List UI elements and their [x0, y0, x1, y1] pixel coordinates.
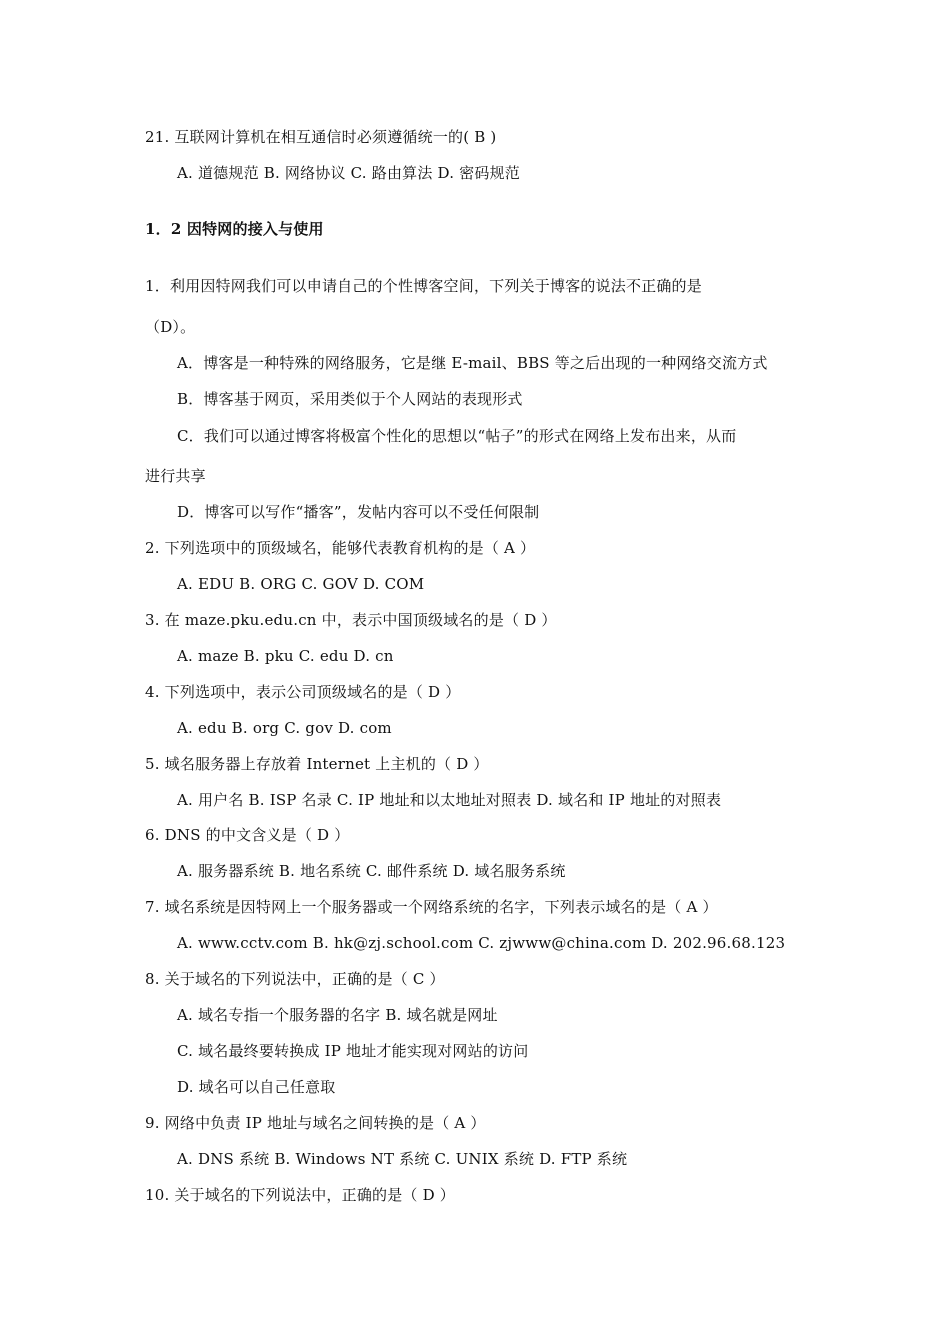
answer-option-line: A. 道德规范 B. 网络协议 C. 路由算法 D. 密码规范 [177, 164, 520, 182]
answer-option-line: B．博客基于网页，采用类似于个人网站的表现形式 [177, 390, 523, 408]
answer-option-line: A．博客是一种特殊的网络服务，它是继 E-mail、BBS 等之后出现的一种网络交流方式 [177, 354, 768, 372]
question-line: 6. DNS 的中文含义是（ D ） [145, 826, 350, 844]
answer-option-line: A. DNS 系统 B. Windows NT 系统 C. UNIX 系统 D. FTP 系统 [177, 1150, 628, 1168]
answer-option-line: A. EDU B. ORG C. GOV D. COM [177, 575, 425, 593]
question-line: 3. 在 maze.pku.edu.cn 中，表示中国顶级域名的是（ D ） [145, 611, 557, 629]
question-line: 9. 网络中负责 IP 地址与域名之间转换的是（ A ） [145, 1114, 486, 1132]
answer-option-line: D．博客可以写作“播客”，发帖内容可以不受任何限制 [177, 503, 540, 521]
question-line: 2. 下列选项中的顶级域名，能够代表教育机构的是（ A ） [145, 539, 536, 557]
question-line: （D）。 [145, 318, 196, 336]
question-line: 21. 互联网计算机在相互通信时必须遵循统一的( B ) [145, 128, 497, 146]
question-line: 4. 下列选项中，表示公司顶级域名的是（ D ） [145, 683, 461, 701]
question-line: 8. 关于域名的下列说法中，正确的是（ C ） [145, 970, 445, 988]
answer-option-line: D. 域名可以自己任意取 [177, 1078, 336, 1096]
question-line: 1．利用因特网我们可以申请自己的个性博客空间，下列关于博客的说法不正确的是 [145, 277, 702, 295]
answer-option-line: A. www.cctv.com B. hk@zj.school.com C. zjwww@china.com D. 202.96.68.123 [177, 934, 786, 952]
answer-option-line: C. 域名最终要转换成 IP 地址才能实现对网站的访问 [177, 1042, 529, 1060]
answer-option-line: A. 用户名 B. ISP 名录 C. IP 地址和以太地址对照表 D. 域名和 IP 地址的对照表 [177, 791, 722, 809]
section-heading: 1．2 因特网的接入与使用 [145, 220, 324, 238]
answer-option-line: C．我们可以通过博客将极富个性化的思想以“帖子”的形式在网络上发布出来，从而 [177, 427, 737, 445]
answer-option-line: A. maze B. pku C. edu D. cn [177, 647, 394, 665]
question-line: 进行共享 [145, 467, 206, 485]
answer-option-line: A. edu B. org C. gov D. com [177, 719, 392, 737]
question-line: 5. 域名服务器上存放着 Internet 上主机的（ D ） [145, 755, 489, 773]
question-line: 7. 域名系统是因特网上一个服务器或一个网络系统的名字，下列表示域名的是（ A ） [145, 898, 718, 916]
answer-option-line: A. 域名专指一个服务器的名字 B. 域名就是网址 [177, 1006, 498, 1024]
question-line: 10. 关于域名的下列说法中，正确的是（ D ） [145, 1186, 455, 1204]
answer-option-line: A. 服务器系统 B. 地名系统 C. 邮件系统 D. 域名服务系统 [177, 862, 566, 880]
